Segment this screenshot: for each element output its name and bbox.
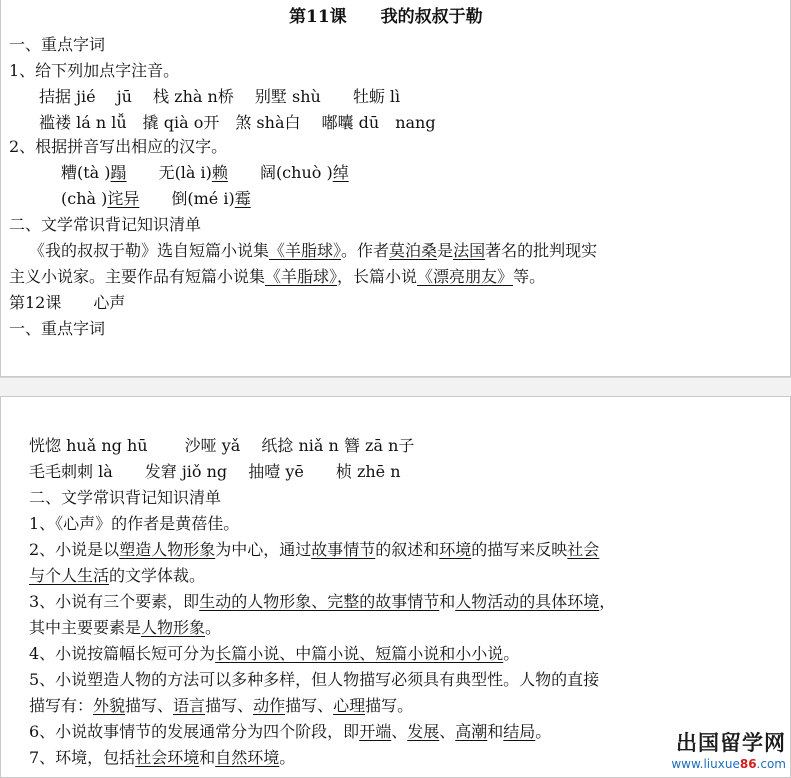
hanzi-answer: 赖 (211, 163, 228, 182)
hanzi-prompt: 倒(mé i) (139, 189, 235, 208)
l12-item-5-line-1: 5、小说塑造人物的方法可以多种多样，但人物描写必须具有典型性。人物的直接 (29, 670, 600, 689)
watermark-name: 出国留学网 (676, 731, 786, 755)
hanzi-prompt: 无(là i) (126, 163, 212, 182)
underlined-answer: 结局 (503, 722, 536, 741)
underlined-answer: 动作 (253, 696, 286, 715)
underlined-answer: 环境 (439, 540, 472, 559)
l12-section-1-heading: 一、重点字词 (9, 319, 106, 338)
underlined-answer: 社会环境 (135, 748, 200, 767)
hanzi-prompt: (chà ) (61, 189, 108, 208)
l11-paragraph-line-1 (29, 240, 597, 262)
text-run: 2、小说是以 (29, 540, 120, 559)
l12-pinyin-row-1: 恍惚 huǎ ng hū 沙哑 yǎ 纸捻 niǎ n 簪 zā n子 (29, 436, 415, 455)
text-run: 、 (439, 722, 456, 741)
underlined-answer: 发展 (407, 722, 440, 741)
l12-item-2-line-1 (29, 539, 599, 561)
underlined-answer: 故事情节 (311, 540, 376, 559)
text-run: 的描写来反映 (471, 540, 568, 559)
l12-item-3-line-1 (29, 591, 615, 613)
text-run: 。 (279, 748, 296, 767)
underlined-answer: 开端 (359, 722, 392, 741)
l12-item-2-line-2 (29, 565, 205, 587)
text-run: 和 (439, 592, 456, 611)
text-run: 黄蓓佳 (175, 514, 224, 533)
text-run: 4、小说按篇幅长短可分为 (29, 644, 216, 663)
l12-item-6 (29, 721, 551, 743)
text-run: ， (599, 592, 616, 611)
l12-section-2-heading: 二、文学常识背记知识清单 (29, 488, 222, 507)
l12-item-7 (29, 747, 295, 769)
underlined-answer: 法国 (453, 241, 486, 260)
hanzi-answer: 诧异 (107, 189, 140, 208)
text-run: 。 (535, 722, 552, 741)
text-run: 3、小说有三个要素，即 (29, 592, 200, 611)
text-run: 描写、 (205, 696, 254, 715)
underlined-answer: 人物活动的具体环境 (455, 592, 600, 611)
l12-item-5-line-2 (29, 695, 413, 717)
text-run: 。 (205, 618, 222, 637)
page-one (0, 0, 791, 377)
underlined-answer: 长篇小说、中篇小说、短篇小说和小小说 (215, 644, 504, 663)
underlined-answer: 高潮 (455, 722, 488, 741)
text-run: 。 (223, 514, 240, 533)
l11-question-2: 2、根据拼音写出相应的汉字。 (9, 137, 228, 156)
l11-question-1: 1、给下列加点字注音。 (9, 61, 180, 80)
underlined-answer: 自然环境 (215, 748, 280, 767)
underlined-answer: 与个人生活 (29, 566, 110, 585)
l11-hanzi-row-1 (61, 162, 349, 184)
underlined-answer: 《羊脂球》 (269, 241, 342, 260)
text-run: 描写。 (365, 696, 414, 715)
l12-item-1 (29, 513, 239, 535)
text-run: 是 (437, 241, 454, 260)
l11-section-1-heading: 一、重点字词 (9, 35, 106, 54)
underlined-answer: 语言 (173, 696, 206, 715)
text-run: 1、《心声》的作者是 (29, 514, 176, 533)
underlined-answer: 《漂亮朋友》 (417, 267, 514, 286)
text-run: 描写、 (125, 696, 174, 715)
text-run: 和 (487, 722, 504, 741)
underlined-answer: 莫泊桑 (389, 241, 438, 260)
underlined-answer: 人物形象 (141, 618, 206, 637)
l11-pinyin-row-2: 褴褛 lá n lǚ 撬 qià o开 煞 shà白 嘟囔 dū nang (39, 113, 436, 132)
page-two (0, 396, 791, 778)
hanzi-answer: 绰 (332, 163, 349, 182)
watermark-url-number: 86 (739, 757, 757, 771)
text-run: 的文学体裁。 (109, 566, 206, 585)
text-run: 等。 (513, 267, 546, 286)
l12-pinyin-row-2: 毛毛刺刺 là 发窘 jiǒ ng 抽噎 yē 桢 zhē n (29, 462, 401, 481)
watermark-url-part: www.liuxue (671, 757, 740, 771)
l11-section-2-heading: 二、文学常识背记知识清单 (9, 215, 202, 234)
underlined-answer: 心理 (333, 696, 366, 715)
underlined-answer: 生动的人物形象、完整的故事情节 (199, 592, 440, 611)
text-run: 其中主要要素是 (29, 618, 142, 637)
text-run: 主义小说家。主要作品有短篇小说集 (9, 267, 266, 286)
lesson-12-title: 第12课 心声 (9, 293, 126, 312)
underlined-answer: 社会 (567, 540, 600, 559)
site-watermark (671, 727, 786, 771)
underlined-answer: 塑造人物形象 (119, 540, 216, 559)
hanzi-answer: 蹋 (110, 163, 127, 182)
l11-pinyin-row-1: 拮据 jié jū 栈 zhà n桥 别墅 shù 牡蛎 lì (39, 87, 401, 106)
l12-item-4 (29, 643, 519, 665)
text-run: 6、小说故事情节的发展通常分为四个阶段，即 (29, 722, 360, 741)
l11-paragraph-line-2 (9, 266, 545, 288)
watermark-url-part: .com (756, 757, 786, 771)
hanzi-prompt: 糟(tà ) (61, 163, 111, 182)
text-run: 的叙述和 (375, 540, 440, 559)
text-run: 著名的批判现实 (485, 241, 598, 260)
l11-hanzi-row-2 (61, 188, 251, 210)
underlined-answer: 《羊脂球》 (265, 267, 338, 286)
text-run: 为中心，通过 (215, 540, 312, 559)
text-run: 和 (199, 748, 216, 767)
text-run: ，长篇小说 (337, 267, 418, 286)
text-run: 《我的叔叔于勒》选自短篇小说集 (29, 241, 270, 260)
text-run: 7、环境，包括 (29, 748, 136, 767)
page-gap (0, 377, 791, 397)
l12-item-3-line-2 (29, 617, 221, 639)
hanzi-answer: 霉 (234, 189, 251, 208)
lesson-11-title: 第11课 我的叔叔于勒 (289, 7, 483, 27)
text-run: 描写、 (285, 696, 334, 715)
text-run: 。作者 (341, 241, 390, 260)
hanzi-prompt: 阔(chuò ) (227, 163, 333, 182)
watermark-url (671, 757, 786, 771)
text-run: 描写有： (29, 696, 94, 715)
text-run: 。 (503, 644, 520, 663)
underlined-answer: 外貌 (93, 696, 126, 715)
text-run: 、 (391, 722, 408, 741)
